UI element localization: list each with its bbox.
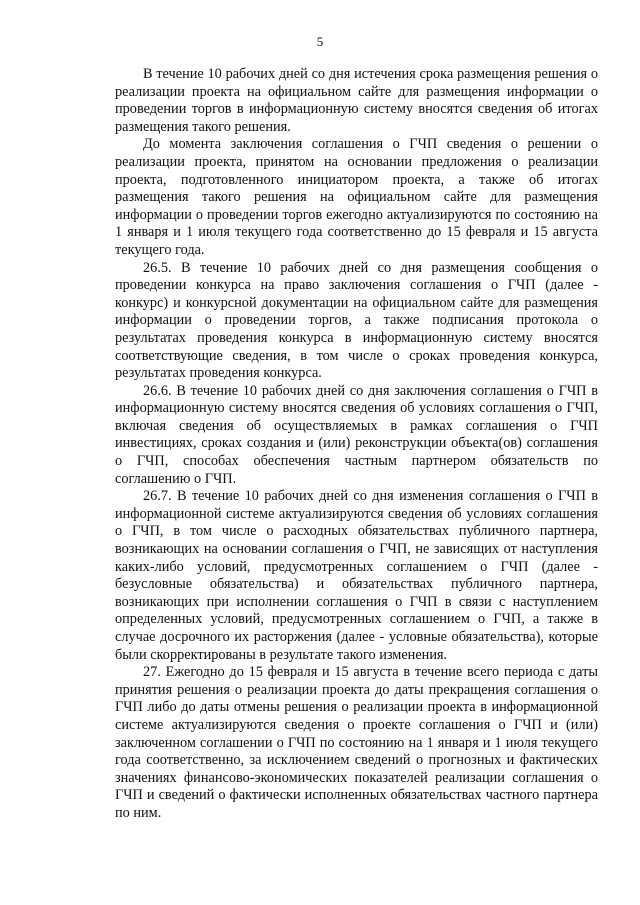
document-body [115, 66, 598, 823]
paragraph-27-annual-update: 27. Ежегодно до 15 февраля и 15 августа в течение всего периода с даты принятия решения о реализации проекта до даты прекращения соглашения о ГЧП либо до даты отмены решения о реализации проекта в информационной системе актуализируются сведения о проекте соглашения о ГЧП и (или) заключенном соглашении о ГЧП по состоянию на 1 января и 1 июля текущего года соответственно, за исключением сведений о прогнозных и фактических значениях финансово-экономических показателей реализации соглашения о ГЧП и сведений о фактически исполненных обязательствах частного партнера по ним. [115, 664, 598, 821]
paragraph-26-5-tender-info: 26.5. В течение 10 рабочих дней со дня размещения сообщения о проведении конкурса на право заключения соглашения о ГЧП (далее - конкурс) и конкурсной документации на официальном сайте для размещения информации о проведении торгов, а также подписания протокола о результатах проведения конкурса в информационную систему вносятся соответствующие сведения, в том числе о сроках проведения конкурса, результатах проведения конкурса. [115, 259, 598, 382]
page-number: 5 [316, 34, 324, 49]
paragraph-26-6-agreement-conditions: 26.6. В течение 10 рабочих дней со дня заключения соглашения о ГЧП в информационную систему вносятся сведения об условиях соглашения о ГЧП, включая сведения об осуществляемых в рамках соглашения о ГЧП инвестициях, сроках создания и (или) реконструкции объекта(ов) соглашения о ГЧП, способах обеспечения частным партнером обязательств по соглашению о ГЧП. [115, 382, 598, 487]
paragraph-26-7-agreement-changes: 26.7. В течение 10 рабочих дней со дня изменения соглашения о ГЧП в информационной системе актуализируются сведения об условиях соглашения о ГЧП, в том числе о расходных обязательствах публичного партнера, возникающих на основании соглашения о ГЧП, не зависящих от наступления каких-либо условий, предусмотренных соглашением о ГЧП (далее - безусловные обязательства) и обязательствах публичного партнера, возникающих при исполнении соглашения о ГЧП в связи с наступлением определенных условий, предусмотренных соглашением о ГЧП, а также в случае досрочного их расторжения (далее - условные обязательства), которые были скорректированы в результате такого изменения. [115, 488, 598, 663]
paragraph-results-of-decision-placement: В течение 10 рабочих дней со дня истечения срока размещения решения о реализации проекта на официальном сайте для размещения информации о проведении торгов в информационную систему вносятся сведения об итогах размещения такого решения. [115, 66, 598, 135]
paragraph-decision-info-update: До момента заключения соглашения о ГЧП сведения о решении о реализации проекта, принятом на основании предложения о реализации проекта, подготовленного инициатором проекта, а также об итогах размещения такого решения на официальном сайте для размещения информации о проведении торгов ежегодно актуализируются по состоянию на 1 января и 1 июля текущего года соответственно до 15 февраля и 15 августа текущего года. [115, 136, 598, 258]
